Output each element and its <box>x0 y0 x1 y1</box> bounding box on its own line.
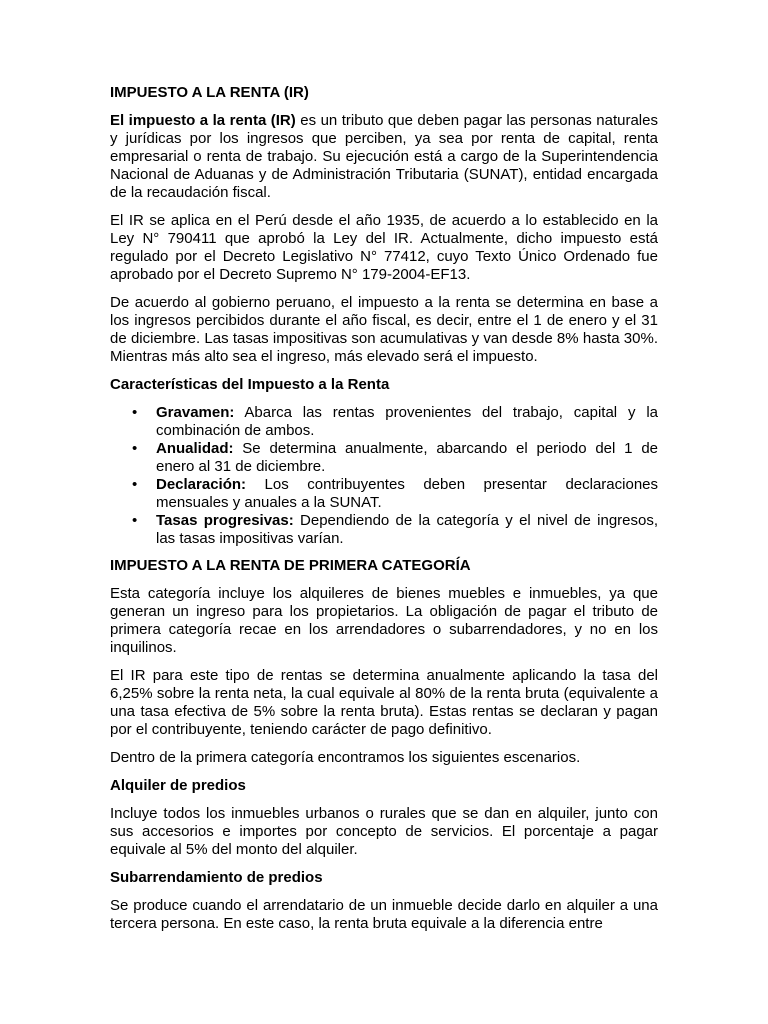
characteristics-heading: Características del Impuesto a la Renta <box>110 376 390 393</box>
list-item <box>110 476 658 512</box>
sublease-paragraph: Se produce cuando el arrendatario de un inmueble decide darlo en alquiler a una tercera persona. En este caso, la renta bruta equivale a la diferencia entre <box>110 897 658 932</box>
sublease-heading: Subarrendamiento de predios <box>110 869 323 886</box>
list-item <box>110 404 658 440</box>
document-body <box>110 84 658 943</box>
intro-text: es un tributo que deben pagar las personas naturales y jurídicas por los ingresos que perciben, ya sea por renta de capital, renta empresarial o renta de trabajo. Su ejecución está a cargo de la Superintendencia Nacional de Aduanas y de Administración Tributaria (SUNAT), entidad encargada de la recaudación fiscal. <box>110 112 658 201</box>
first-category-paragraph-2: El IR para este tipo de rentas se determina anualmente aplicando la tasa del 6,25% sobre la renta neta, la cual equivale al 80% de la renta bruta (equivalente a una tasa efectiva de 5% sobre la renta bruta). Estas rentas se declaran y pagan por el contribuyente, teniendo carácter de pago definitivo. <box>110 667 658 738</box>
history-paragraph: El IR se aplica en el Perú desde el año 1935, de acuerdo a lo establecido en la Ley N° 790411 que aprobó la Ley del IR. Actualmente, dicho impuesto está regulado por el Decreto Legislativo N° 77412, cuyo Texto Único Ordenado fue aprobado por el Decreto Supremo N° 179-2004-EF13. <box>110 212 658 283</box>
list-item-text: Abarca las rentas provenientes del trabajo, capital y la combinación de ambos. <box>156 404 658 439</box>
intro-paragraph <box>110 112 658 202</box>
bullet-icon: • <box>132 440 138 457</box>
list-item-term: Gravamen: <box>156 404 235 421</box>
document-title: IMPUESTO A LA RENTA (IR) <box>110 84 309 101</box>
list-item-text: Se determina anualmente, abarcando el periodo del 1 de enero al 31 de diciembre. <box>156 440 658 475</box>
bullet-icon: • <box>132 512 138 529</box>
list-item-term: Declaración: <box>156 476 247 493</box>
list-item-term: Tasas progresivas: <box>156 512 294 529</box>
first-category-paragraph-1: Esta categoría incluye los alquileres de bienes muebles e inmuebles, ya que generan un ingreso para los propietarios. La obligación de pagar el tributo de primera categoría recae en los arrendadores o subarrendadores, y no en los inquilinos. <box>110 585 658 656</box>
bullet-icon: • <box>132 404 138 421</box>
rental-heading: Alquiler de predios <box>110 777 246 794</box>
list-item-text: Dependiendo de la categoría y el nivel de ingresos, las tasas impositivas varían. <box>156 512 659 547</box>
intro-lead-term: El impuesto a la renta (IR) <box>110 112 296 129</box>
list-item-term: Anualidad: <box>156 440 234 457</box>
characteristics-list <box>110 404 658 548</box>
list-item <box>110 512 658 548</box>
first-category-paragraph-3: Dentro de la primera categoría encontramos los siguientes escenarios. <box>110 749 581 766</box>
list-item <box>110 440 658 476</box>
rental-paragraph: Incluye todos los inmuebles urbanos o rurales que se dan en alquiler, junto con sus accesorios e importes por concepto de servicios. El porcentaje a pagar equivale al 5% del monto del alquiler. <box>110 805 658 858</box>
rates-paragraph: De acuerdo al gobierno peruano, el impuesto a la renta se determina en base a los ingresos percibidos durante el año fiscal, es decir, entre el 1 de enero y el 31 de diciembre. Las tasas impositivas son acumulativas y van desde 8% hasta 30%. Mientras más alto sea el ingreso, más elevado será el impuesto. <box>110 294 658 365</box>
bullet-icon: • <box>132 476 138 493</box>
first-category-heading: IMPUESTO A LA RENTA DE PRIMERA CATEGORÍA <box>110 557 471 574</box>
list-item-text: Los contribuyentes deben presentar declaraciones mensuales y anuales a la SUNAT. <box>156 476 658 511</box>
